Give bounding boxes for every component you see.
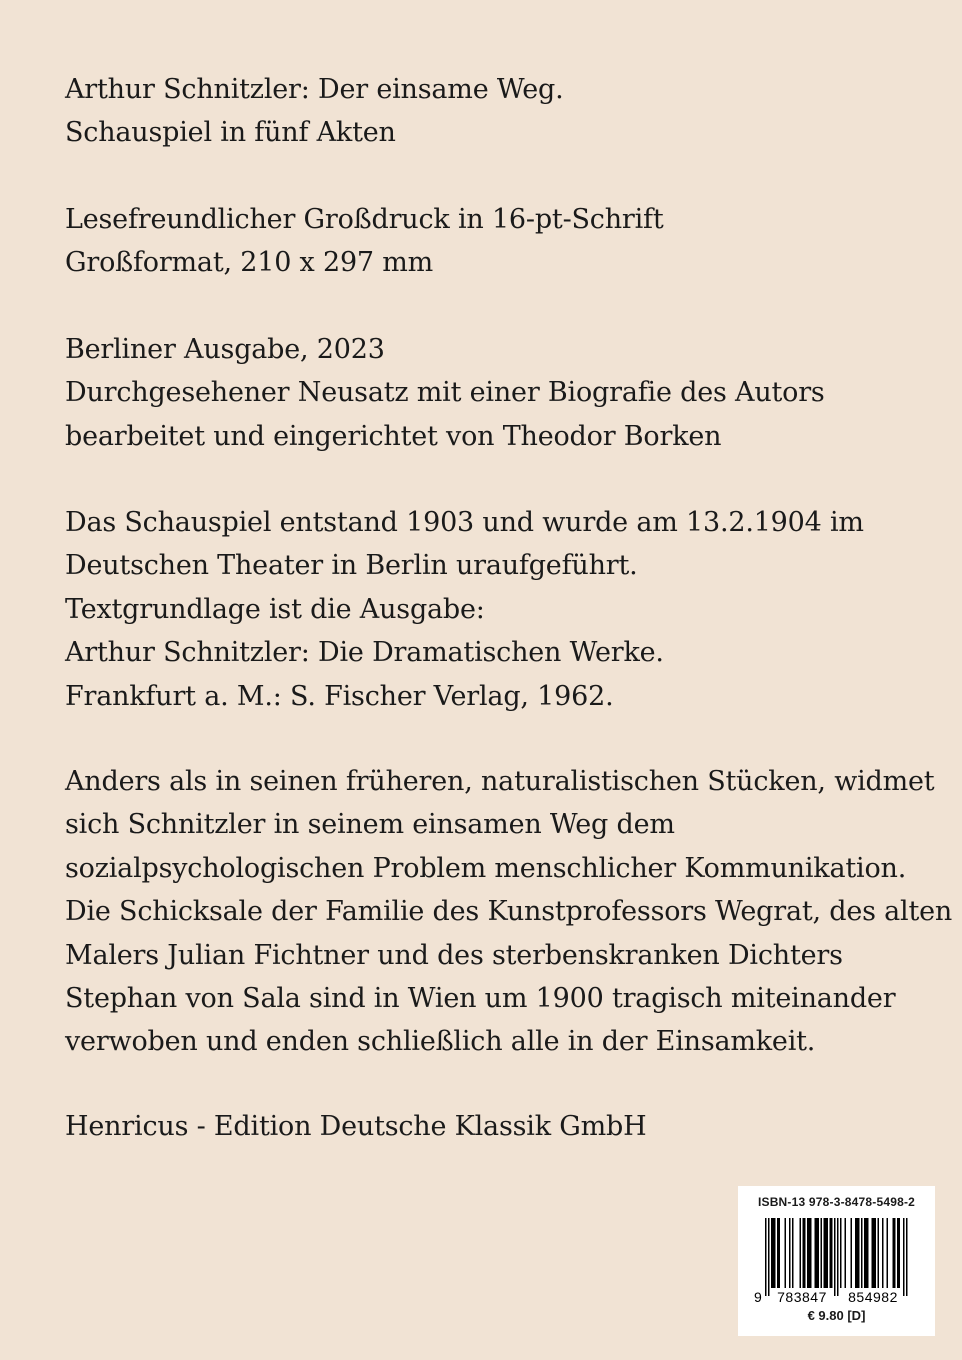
barcode-bar (768, 1218, 770, 1296)
barcode-bar (809, 1218, 811, 1288)
origin-line: Das Schauspiel entstand 1903 und wurde am 13.2.1904 im (65, 507, 864, 538)
barcode-bar (894, 1218, 896, 1288)
origin-line: Arthur Schnitzler: Die Dramatischen Werke. (65, 637, 664, 669)
description-line: sozialpsychologischen Problem menschlicher Kommunikation. (65, 852, 907, 884)
barcode-bar (803, 1218, 805, 1288)
barcode-bar (774, 1218, 776, 1288)
barcode-bar (899, 1218, 901, 1288)
barcode-bar (816, 1218, 818, 1288)
barcode-bar (804, 1218, 806, 1288)
barcode-bar (815, 1218, 817, 1288)
barcode-digits-left: 783847 (777, 1289, 827, 1304)
barcode-bar (830, 1218, 832, 1288)
barcode-bar (882, 1218, 884, 1288)
barcode-bar (887, 1218, 889, 1288)
barcode-bar (824, 1218, 826, 1288)
block-origin (65, 501, 864, 718)
title-line: Arthur Schnitzler: Der einsame Weg. (65, 74, 564, 105)
description-line: Malers Julian Fichtner und des sterbenskranken Dichters (65, 939, 843, 971)
barcode-bar (827, 1218, 829, 1288)
barcode-bar (818, 1218, 820, 1288)
block-title (65, 68, 563, 155)
block-publisher (65, 1105, 646, 1148)
origin-line: Frankfurt a. M.: S. Fischer Verlag, 1962. (65, 680, 614, 712)
price-label: € 9.80 [D] (807, 1308, 866, 1323)
barcode-bar (906, 1218, 908, 1296)
format-line: Lesefreundlicher Großdruck in 16-pt-Schrift (65, 204, 664, 235)
barcode-bar (867, 1218, 869, 1288)
barcode-box (738, 1186, 935, 1336)
isbn-label: ISBN-13 978-3-8478-5498-2 (757, 1195, 916, 1209)
format-line: Großformat, 210 x 297 mm (65, 247, 434, 279)
barcode-bar (873, 1218, 875, 1288)
barcode-bar (857, 1218, 859, 1288)
barcode-bar (834, 1218, 836, 1296)
description-line: Anders als in seinen früheren, naturalistischen Stücken, widmet (65, 766, 935, 797)
barcode-bar (800, 1218, 802, 1288)
barcode-bar (864, 1218, 866, 1288)
barcode-bar (858, 1218, 860, 1288)
barcode-bar (777, 1218, 779, 1288)
barcode-bar (771, 1218, 773, 1288)
barcode-digit-lead: 9 (754, 1289, 762, 1304)
barcode-bar (897, 1218, 899, 1288)
barcode-bar (773, 1218, 775, 1288)
barcode-bar (861, 1218, 863, 1288)
barcode-bar (779, 1218, 781, 1288)
barcode-bar (825, 1218, 827, 1288)
barcode-bar (837, 1218, 839, 1296)
barcode-bar (785, 1218, 787, 1288)
barcode-bar (851, 1218, 853, 1288)
edition-line: Berliner Ausgabe, 2023 (65, 334, 385, 365)
barcode-bar (789, 1218, 791, 1288)
edition-line: bearbeitet und eingerichtet von Theodor Borken (65, 420, 722, 452)
barcode-bar (903, 1218, 905, 1296)
description-line: Die Schicksale der Familie des Kunstprofessors Wegrat, des alten (65, 896, 953, 928)
description-line: sich Schnitzler in seinem einsamen Weg dem (65, 809, 675, 841)
barcode-digits-right: 854982 (848, 1289, 898, 1304)
block-edition (65, 328, 825, 458)
barcode-bar (893, 1218, 895, 1288)
barcode-bar (875, 1218, 877, 1288)
block-format (65, 198, 663, 285)
barcode-bar (866, 1218, 868, 1288)
barcode-bar (821, 1218, 823, 1288)
subtitle-line: Schauspiel in fünf Akten (65, 117, 396, 149)
barcode-bar (765, 1218, 767, 1296)
barcode-bar (831, 1218, 833, 1288)
edition-line: Durchgesehener Neusatz mit einer Biografie des Autors (65, 377, 825, 409)
description-line: Stephan von Sala sind in Wien um 1900 tragisch miteinander (65, 983, 896, 1015)
origin-line: Deutschen Theater in Berlin uraufgeführt. (65, 550, 638, 582)
barcode-bar (872, 1218, 874, 1288)
barcode-bar (878, 1218, 880, 1288)
barcode-bar (840, 1218, 842, 1288)
origin-line: Textgrundlage ist die Ausgabe: (65, 593, 485, 625)
barcode-bar (855, 1218, 857, 1288)
publisher-line: Henricus - Edition Deutsche Klassik GmbH (65, 1111, 647, 1142)
barcode-graphic (752, 1218, 922, 1304)
description-line: verwoben und enden schließlich alle in der Einsamkeit. (65, 1026, 816, 1058)
block-description (65, 760, 952, 1064)
barcode-bar (845, 1218, 847, 1288)
barcode-bar (792, 1218, 794, 1288)
barcode-bar (810, 1218, 812, 1288)
barcode-bar (807, 1218, 809, 1288)
